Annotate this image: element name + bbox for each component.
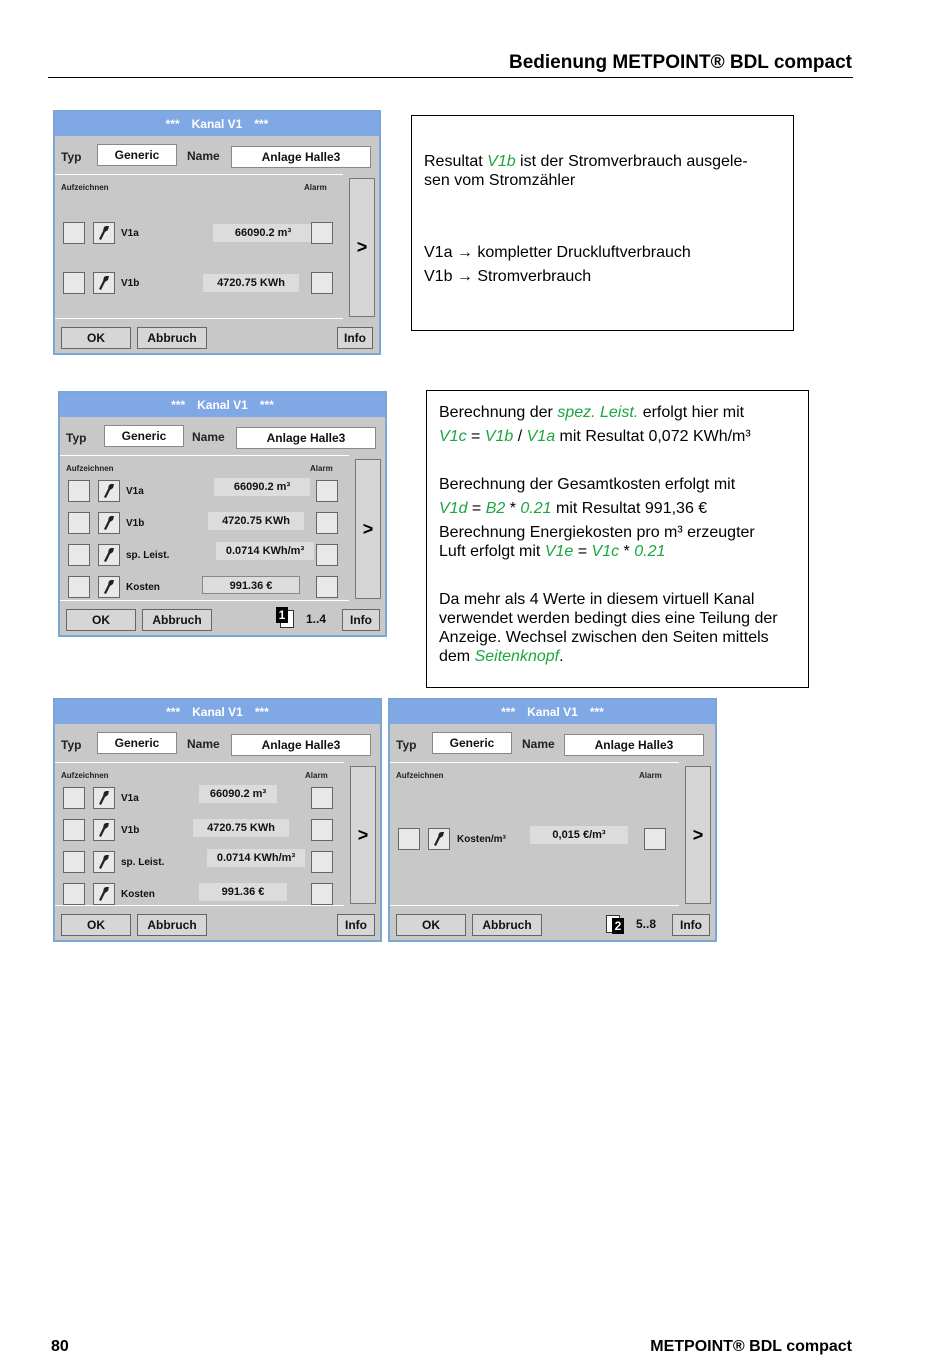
alarm-label: Alarm <box>304 183 327 192</box>
channel-label: Kosten/m³ <box>457 834 506 845</box>
alarm-label: Alarm <box>310 464 333 473</box>
channel-value: 0,015 €/m³ <box>530 826 628 844</box>
footer-product: METPOINT® BDL compact <box>650 1338 852 1355</box>
record-checkbox[interactable] <box>63 851 85 873</box>
screen-title-text: Kanal V1 <box>191 117 243 131</box>
abbruch-button[interactable]: Abbruch <box>142 609 212 631</box>
channel-value: 66090.2 m³ <box>199 785 277 803</box>
record-checkbox[interactable] <box>63 787 85 809</box>
screen-title: *** Kanal V1 *** <box>55 112 379 136</box>
channel-value: 66090.2 m³ <box>213 224 313 242</box>
ok-button[interactable]: OK <box>396 914 466 936</box>
channel-label: V1b <box>126 518 145 529</box>
page-badge: 1 <box>276 607 288 623</box>
name-label: Name <box>187 737 220 751</box>
channel-value: 66090.2 m³ <box>214 478 310 496</box>
next-page-button[interactable]: > <box>350 766 376 904</box>
wrench-icon <box>432 831 446 847</box>
device-screen-1 <box>53 110 381 355</box>
record-checkbox[interactable] <box>398 828 420 850</box>
abbruch-button[interactable]: Abbruch <box>137 914 207 936</box>
page-badge: 2 <box>612 918 624 934</box>
channel-value: 4720.75 KWh <box>203 274 299 292</box>
wrench-button[interactable] <box>98 480 120 502</box>
wrench-button[interactable] <box>98 576 120 598</box>
record-checkbox[interactable] <box>63 272 85 294</box>
screen-title: *** Kanal V1 *** <box>390 700 715 724</box>
explanation-box-1: Resultat V1b ist der Stromverbrauch ausgele- sen vom Stromzähler V1a → kompletter Druckluftverbrauch V1b → Stromverbrauch <box>411 115 794 331</box>
wrench-icon <box>97 886 111 902</box>
name-field[interactable]: Anlage Halle3 <box>231 146 371 168</box>
alarm-checkbox[interactable] <box>311 272 333 294</box>
name-label: Name <box>522 737 555 751</box>
wrench-button[interactable] <box>93 222 115 244</box>
next-page-button[interactable]: > <box>685 766 711 904</box>
typ-field[interactable]: Generic <box>97 732 177 754</box>
button-bar <box>60 605 385 635</box>
screen-title: *** Kanal V1 *** <box>55 700 380 724</box>
record-checkbox[interactable] <box>63 883 85 905</box>
wrench-icon <box>102 579 116 595</box>
screen-title-text: Kanal V1 <box>192 705 243 719</box>
name-label: Name <box>187 149 220 163</box>
record-checkbox[interactable] <box>68 576 90 598</box>
alarm-checkbox[interactable] <box>311 222 333 244</box>
screen-title-text: Kanal V1 <box>197 398 248 412</box>
page-button[interactable] <box>606 914 666 936</box>
aufzeichnen-label: Aufzeichnen <box>61 183 109 192</box>
name-field[interactable]: Anlage Halle3 <box>564 734 704 756</box>
typ-label: Typ <box>66 431 87 445</box>
channel-label: Kosten <box>126 582 160 593</box>
info-button[interactable]: Info <box>337 327 373 349</box>
aufzeichnen-label: Aufzeichnen <box>61 771 109 780</box>
name-field[interactable]: Anlage Halle3 <box>236 427 376 449</box>
info-button[interactable]: Info <box>342 609 380 631</box>
typ-field[interactable]: Generic <box>97 144 177 166</box>
channel-value: 4720.75 KWh <box>208 512 304 530</box>
ok-button[interactable]: OK <box>61 914 131 936</box>
typ-field[interactable]: Generic <box>104 425 184 447</box>
channel-value: 0.0714 KWh/m³ <box>207 849 305 867</box>
page-range: 1..4 <box>306 612 327 626</box>
screen-title: *** Kanal V1 *** <box>60 393 385 417</box>
alarm-checkbox[interactable] <box>316 480 338 502</box>
ok-button[interactable]: OK <box>66 609 136 631</box>
channel-label: V1a <box>121 228 139 239</box>
page-button[interactable] <box>276 609 336 631</box>
wrench-icon <box>102 547 116 563</box>
button-bar <box>55 323 379 353</box>
button-bar <box>55 910 380 940</box>
abbruch-button[interactable]: Abbruch <box>472 914 542 936</box>
alarm-label: Alarm <box>305 771 328 780</box>
next-page-button[interactable]: > <box>355 459 381 599</box>
alarm-checkbox[interactable] <box>316 512 338 534</box>
typ-label: Typ <box>396 738 417 752</box>
abbruch-button[interactable]: Abbruch <box>137 327 207 349</box>
wrench-icon <box>97 275 111 291</box>
page-header-title: Bedienung METPOINT® BDL compact <box>508 52 852 73</box>
alarm-checkbox[interactable] <box>644 828 666 850</box>
alarm-checkbox[interactable] <box>316 576 338 598</box>
wrench-button[interactable] <box>98 512 120 534</box>
info-button[interactable]: Info <box>672 914 710 936</box>
device-screen-4 <box>388 698 717 942</box>
typ-label: Typ <box>61 150 82 164</box>
wrench-button[interactable] <box>93 851 115 873</box>
header-rule <box>48 77 853 78</box>
name-field[interactable]: Anlage Halle3 <box>231 734 371 756</box>
channel-label: V1b <box>121 278 140 289</box>
ok-button[interactable]: OK <box>61 327 131 349</box>
alarm-checkbox[interactable] <box>311 819 333 841</box>
button-bar <box>390 910 715 940</box>
record-checkbox[interactable] <box>68 544 90 566</box>
channel-value: 991.36 € <box>202 576 300 594</box>
aufzeichnen-label: Aufzeichnen <box>66 464 114 473</box>
wrench-icon <box>97 822 111 838</box>
wrench-button[interactable] <box>93 787 115 809</box>
alarm-checkbox[interactable] <box>316 544 338 566</box>
channel-label: sp. Leist. <box>121 857 165 868</box>
channel-label: sp. Leist. <box>126 550 170 561</box>
screen-title-text: Kanal V1 <box>527 705 578 719</box>
page-range: 5..8 <box>636 917 657 931</box>
channel-area <box>55 174 343 319</box>
channel-label: Kosten <box>121 889 155 900</box>
alarm-label: Alarm <box>639 771 662 780</box>
page-number: 80 <box>51 1338 69 1355</box>
channel-label: V1a <box>126 486 144 497</box>
record-checkbox[interactable] <box>68 512 90 534</box>
record-checkbox[interactable] <box>68 480 90 502</box>
wrench-icon <box>102 483 116 499</box>
name-label: Name <box>192 430 225 444</box>
aufzeichnen-label: Aufzeichnen <box>396 771 444 780</box>
channel-label: V1b <box>121 825 140 836</box>
alarm-checkbox[interactable] <box>311 883 333 905</box>
next-page-button[interactable]: > <box>349 178 375 317</box>
alarm-checkbox[interactable] <box>311 787 333 809</box>
wrench-icon <box>102 515 116 531</box>
wrench-button[interactable] <box>93 272 115 294</box>
wrench-icon <box>97 225 111 241</box>
wrench-icon <box>97 790 111 806</box>
record-checkbox[interactable] <box>63 819 85 841</box>
channel-label: V1a <box>121 793 139 804</box>
wrench-button[interactable] <box>93 883 115 905</box>
typ-field[interactable]: Generic <box>432 732 512 754</box>
device-screen-3 <box>53 698 382 942</box>
channel-value: 0.0714 KWh/m³ <box>216 542 314 560</box>
explanation-box-2: Berechnung der spez. Leist. erfolgt hier mit V1c = V1b / V1a mit Resultat 0,072 KWh/m³ Berechnung der Gesamtkosten erfolgt mit V1d = B2 * 0.21 mit Resultat 991,36 € Berechnung Energiekosten pro m³ erzeugter Luft erfolgt mit V1e = V1c * 0.21 Da mehr als 4 Werte in diesem virtuell Kanal verwendet werden bedingt dies eine Teilung der Anzeige. Wechsel zwischen den Seiten mittels dem Seitenknopf. <box>426 390 809 688</box>
channel-value: 991.36 € <box>199 883 287 901</box>
channel-value: 4720.75 KWh <box>193 819 289 837</box>
alarm-checkbox[interactable] <box>311 851 333 873</box>
wrench-button[interactable] <box>428 828 450 850</box>
typ-label: Typ <box>61 738 82 752</box>
record-checkbox[interactable] <box>63 222 85 244</box>
wrench-button[interactable] <box>98 544 120 566</box>
wrench-icon <box>97 854 111 870</box>
wrench-button[interactable] <box>93 819 115 841</box>
device-screen-2 <box>58 391 387 637</box>
info-button[interactable]: Info <box>337 914 375 936</box>
